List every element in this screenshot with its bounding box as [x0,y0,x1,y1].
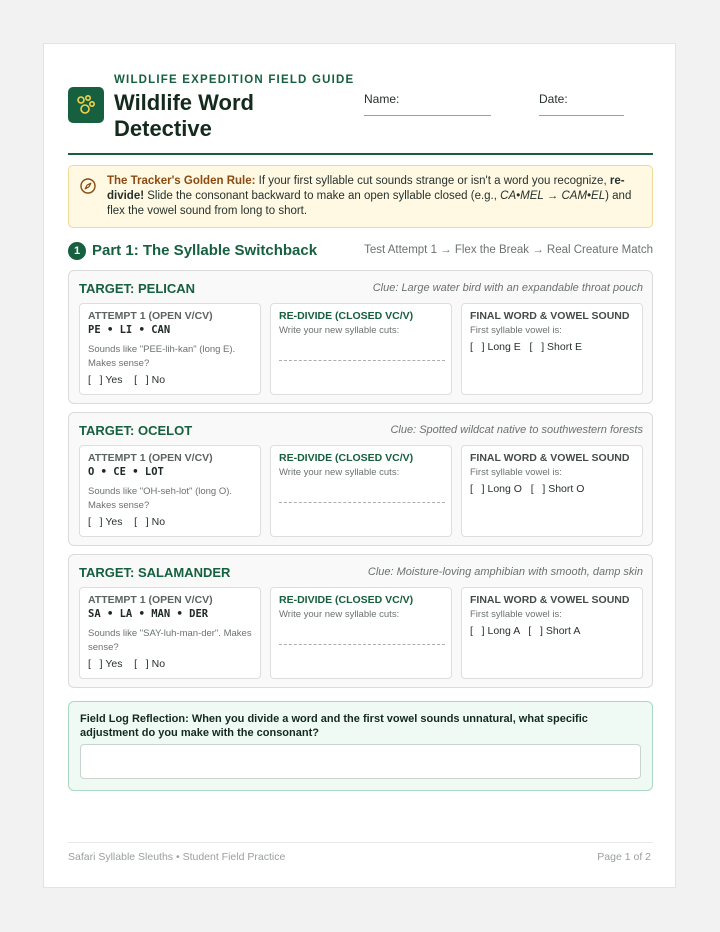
part-number-badge: 1 [68,242,86,260]
worksheet-header [68,74,653,154]
pronunciation-note: Sounds like "OH-seh-lot" (long O). Makes sense? [88,486,233,511]
open-syllable-split: SA • LA • MAN • DER [88,608,209,620]
part-flow-steps: Test Attempt 1 → Flex the Break → Real Creature Match [364,244,653,256]
vowel-sound-checkboxes[interactable]: [ ] Long O [ ] Short O [470,483,585,495]
syllable-write-line[interactable] [279,360,445,361]
part-1-heading [68,242,653,262]
final-word-cell [461,303,643,395]
syllable-write-line[interactable] [279,644,445,645]
footer-left: Safari Syllable Sleuths • Student Field Practice [68,851,286,863]
golden-rule-part3: ) and flex the vowel sound from long to short. [107,189,632,217]
name-field[interactable] [364,115,491,116]
redivide-cell [270,445,452,537]
redivide-heading: RE-DIVIDE (CLOSED VC/V) [279,452,414,464]
compass-icon [79,177,97,195]
target-card-ocelot [68,412,653,546]
attempt-1-cell [79,587,261,679]
target-clue: Clue: Large water bird with an expandable throat pouch [372,282,643,294]
part-title: Part 1: The Syllable Switchback [92,242,318,259]
target-clue: Clue: Moisture-loving amphibian with smooth, damp skin [367,566,643,578]
attempt-1-cell [79,445,261,537]
redivide-instruction: Write your new syllable cuts: [279,325,400,336]
paw-print-icon [68,87,104,123]
redivide-heading: RE-DIVIDE (CLOSED VC/V) [279,310,414,322]
date-label: Date: [539,92,568,106]
target-name: TARGET: SALAMANDER [79,565,231,580]
final-heading: FINAL WORD & VOWEL SOUND [470,452,630,464]
pronunciation-note: Sounds like "SAY-luh-man-der". Makes sense? [88,628,252,653]
golden-rule-part2: Slide the consonant backward to make an open syllable closed (e.g., [144,189,501,202]
redivide-cell [270,303,452,395]
final-word-cell [461,445,643,537]
name-label: Name: [364,92,400,106]
target-card-pelican [68,270,653,404]
attempt-1-cell [79,303,261,395]
final-instruction: First syllable vowel is: [470,467,562,478]
reflection-question: Field Log Reflection: When you divide a word and the first vowel sounds unnatural, what specific adjustment do you make with the consonant? [80,713,588,739]
target-card-salamander [68,554,653,688]
final-instruction: First syllable vowel is: [470,325,562,336]
golden-rule-part1: If your first syllable cut sounds strange or isn't a word you recognize, [255,175,610,187]
attempt-heading: ATTEMPT 1 (OPEN V/CV) [88,310,213,322]
attempt-heading: ATTEMPT 1 (OPEN V/CV) [88,594,213,606]
yes-no-checkboxes[interactable]: [ ] Yes [ ] No [88,374,166,386]
open-syllable-split: O • CE • LOT [88,466,164,478]
golden-rule-emphasis: re-divide! [107,175,625,202]
yes-no-checkboxes[interactable]: [ ] Yes [ ] No [88,516,166,528]
open-syllable-split: PE • LI • CAN [88,324,171,336]
worksheet-page [43,43,676,888]
guide-kicker: WILDLIFE EXPEDITION FIELD GUIDE [114,74,355,86]
syllable-write-line[interactable] [279,502,445,503]
golden-rule-lead: The Tracker's Golden Rule: [107,175,256,187]
date-field[interactable] [539,115,624,116]
golden-rule-callout [68,165,653,228]
target-clue: Clue: Spotted wildcat native to southwestern forests [390,424,643,436]
page-title: Wildlife Word Detective [114,90,254,141]
vowel-sound-checkboxes[interactable]: [ ] Long A [ ] Short A [470,625,581,637]
redivide-instruction: Write your new syllable cuts: [279,609,400,620]
reflection-answer-box[interactable] [80,744,641,779]
attempt-heading: ATTEMPT 1 (OPEN V/CV) [88,452,213,464]
pronunciation-note: Sounds like "PEE-lih-kan" (long E). Makes sense? [88,344,236,369]
reflection-section [68,701,653,791]
yes-no-checkboxes[interactable]: [ ] Yes [ ] No [88,658,166,670]
page-number: Page 1 of 2 [597,851,651,863]
vowel-sound-checkboxes[interactable]: [ ] Long E [ ] Short E [470,341,583,353]
target-name: TARGET: PELICAN [79,281,196,296]
final-word-cell [461,587,643,679]
golden-rule-example: CA•MEL → CAM•EL [500,189,606,202]
final-heading: FINAL WORD & VOWEL SOUND [470,310,630,322]
final-heading: FINAL WORD & VOWEL SOUND [470,594,630,606]
target-name: TARGET: OCELOT [79,423,193,438]
redivide-cell [270,587,452,679]
redivide-instruction: Write your new syllable cuts: [279,467,400,478]
final-instruction: First syllable vowel is: [470,609,562,620]
header-divider [68,153,653,155]
redivide-heading: RE-DIVIDE (CLOSED VC/V) [279,594,414,606]
footer-divider [68,842,653,843]
golden-rule-text [107,174,647,218]
